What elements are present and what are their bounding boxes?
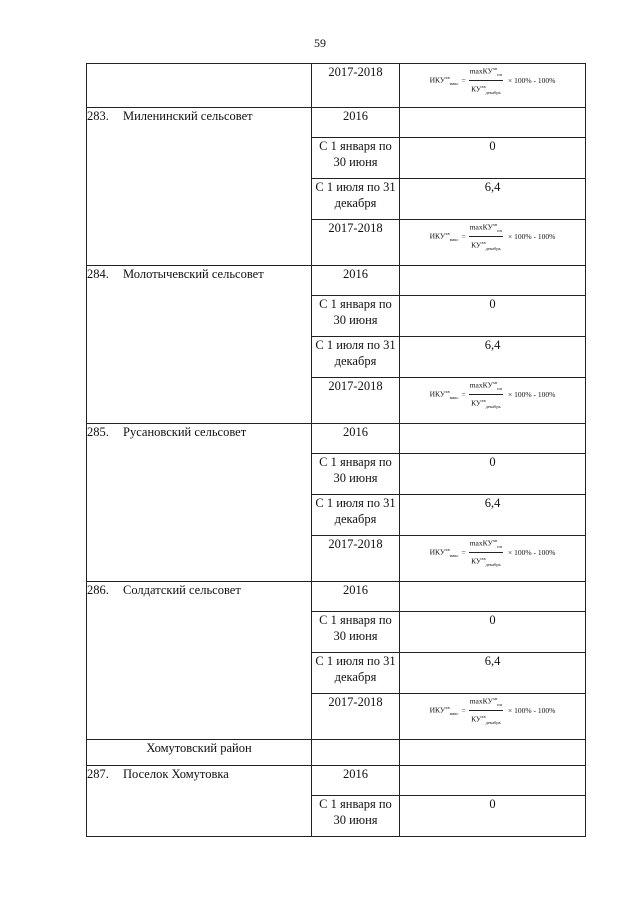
settlement-cell [87,266,312,424]
value-cell: 6,4 [400,179,586,220]
formula-denominator: $КУ^{хв}_{декабрь}$ [471,398,501,409]
value-cell: 6,4 [400,495,586,536]
period-cell: 2017-2018 [312,220,400,266]
value-cell: 6,4 [400,653,586,694]
period-cell: 2016 [312,582,400,612]
period-cell: 2016 [312,424,400,454]
formula-numerator: maxКУ$^{хв}_{пп}$ [469,694,503,711]
period-cell: 2016 [312,766,400,796]
formula-fraction [469,64,503,97]
formula-numerator: maxКУ$^{хв}_{пп}$ [469,378,503,395]
value-cell: 0 [400,796,586,837]
period-cell: С 1 июля по 31 декабря [312,653,400,694]
formula-denominator: $КУ^{хв}_{декабрь}$ [471,84,501,95]
settlement-number: 286. [87,583,109,597]
formula-lhs: $ИКУ^{хв}_{макс}$ [429,75,459,86]
formula-denominator: $КУ^{хв}_{декабрь}$ [471,556,501,567]
formula-lhs: $ИКУ^{хв}_{макс}$ [429,231,459,242]
formula-denominator: $КУ^{хв}_{декабрь}$ [471,240,501,251]
table-row [87,64,586,108]
value-cell: 6,4 [400,337,586,378]
value-cell: 0 [400,138,586,179]
period-cell: 2017-2018 [312,378,400,424]
formula-fraction [469,378,503,411]
period-cell: 2017-2018 [312,64,400,108]
formula-tail: × 100% - 100% [508,390,556,399]
period-cell: 2016 [312,108,400,138]
formula-numerator: maxКУ$^{хв}_{пп}$ [469,64,503,81]
formula-equals: = [461,232,466,241]
settlement-name: Русановский сельсовет [123,425,247,439]
formula-tail: × 100% - 100% [508,76,556,85]
period-cell: С 1 января по 30 июня [312,454,400,495]
formula-tail: × 100% - 100% [508,232,556,241]
table-row [87,766,586,796]
value-cell: 0 [400,296,586,337]
value-cell [400,536,586,582]
settlement-cell [87,108,312,266]
settlement-name: Молотычевский сельсовет [123,267,264,281]
value-cell [400,740,586,766]
period-cell: С 1 января по 30 июня [312,796,400,837]
formula-numerator: maxКУ$^{хв}_{пп}$ [469,220,503,237]
page-number: 59 [314,36,326,50]
table-row [87,108,586,138]
settlement-cell [87,582,312,740]
formula-equals: = [461,76,466,85]
formula-denominator: $КУ^{хв}_{декабрь}$ [471,714,501,725]
table-row [87,582,586,612]
period-cell: С 1 июля по 31 декабря [312,495,400,536]
index-formula [430,220,556,253]
period-cell: С 1 января по 30 июня [312,612,400,653]
settlement-number: 285. [87,425,109,439]
formula-lhs: $ИКУ^{хв}_{макс}$ [429,705,459,716]
value-cell [400,424,586,454]
settlement-number: 287. [87,767,109,781]
settlement-cell [87,424,312,582]
index-formula [430,64,556,97]
period-cell: 2017-2018 [312,536,400,582]
settlement-name: Солдатский сельсовет [123,583,241,597]
value-cell [400,694,586,740]
value-cell [400,108,586,138]
index-formula [430,694,556,727]
value-cell [400,582,586,612]
formula-tail: × 100% - 100% [508,548,556,557]
period-cell: С 1 января по 30 июня [312,296,400,337]
settlement-name: Миленинский сельсовет [123,109,253,123]
tariff-table-body [87,64,586,837]
value-cell [400,220,586,266]
settlement-number: 283. [87,109,109,123]
settlement-cell [87,766,312,837]
value-cell [400,266,586,296]
formula-fraction [469,694,503,727]
index-formula [430,536,556,569]
table-row [87,424,586,454]
formula-equals: = [461,390,466,399]
formula-lhs: $ИКУ^{хв}_{макс}$ [429,389,459,400]
value-cell: 0 [400,612,586,653]
period-cell: С 1 января по 30 июня [312,138,400,179]
value-cell [400,64,586,108]
settlement-cell [87,64,312,108]
formula-equals: = [461,706,466,715]
period-cell [312,740,400,766]
formula-tail: × 100% - 100% [508,706,556,715]
formula-fraction [469,220,503,253]
formula-lhs: $ИКУ^{хв}_{макс}$ [429,547,459,558]
region-row [87,740,586,766]
tariff-table [86,63,586,837]
period-cell: 2017-2018 [312,694,400,740]
table-row [87,266,586,296]
region-title: Хомутовский район [87,740,312,766]
value-cell [400,766,586,796]
formula-equals: = [461,548,466,557]
settlement-number: 284. [87,267,109,281]
formula-numerator: maxКУ$^{хв}_{пп}$ [469,536,503,553]
period-cell: С 1 июля по 31 декабря [312,337,400,378]
value-cell: 0 [400,454,586,495]
formula-fraction [469,536,503,569]
period-cell: 2016 [312,266,400,296]
period-cell: С 1 июля по 31 декабря [312,179,400,220]
value-cell [400,378,586,424]
settlement-name: Поселок Хомутовка [123,767,229,781]
index-formula [430,378,556,411]
